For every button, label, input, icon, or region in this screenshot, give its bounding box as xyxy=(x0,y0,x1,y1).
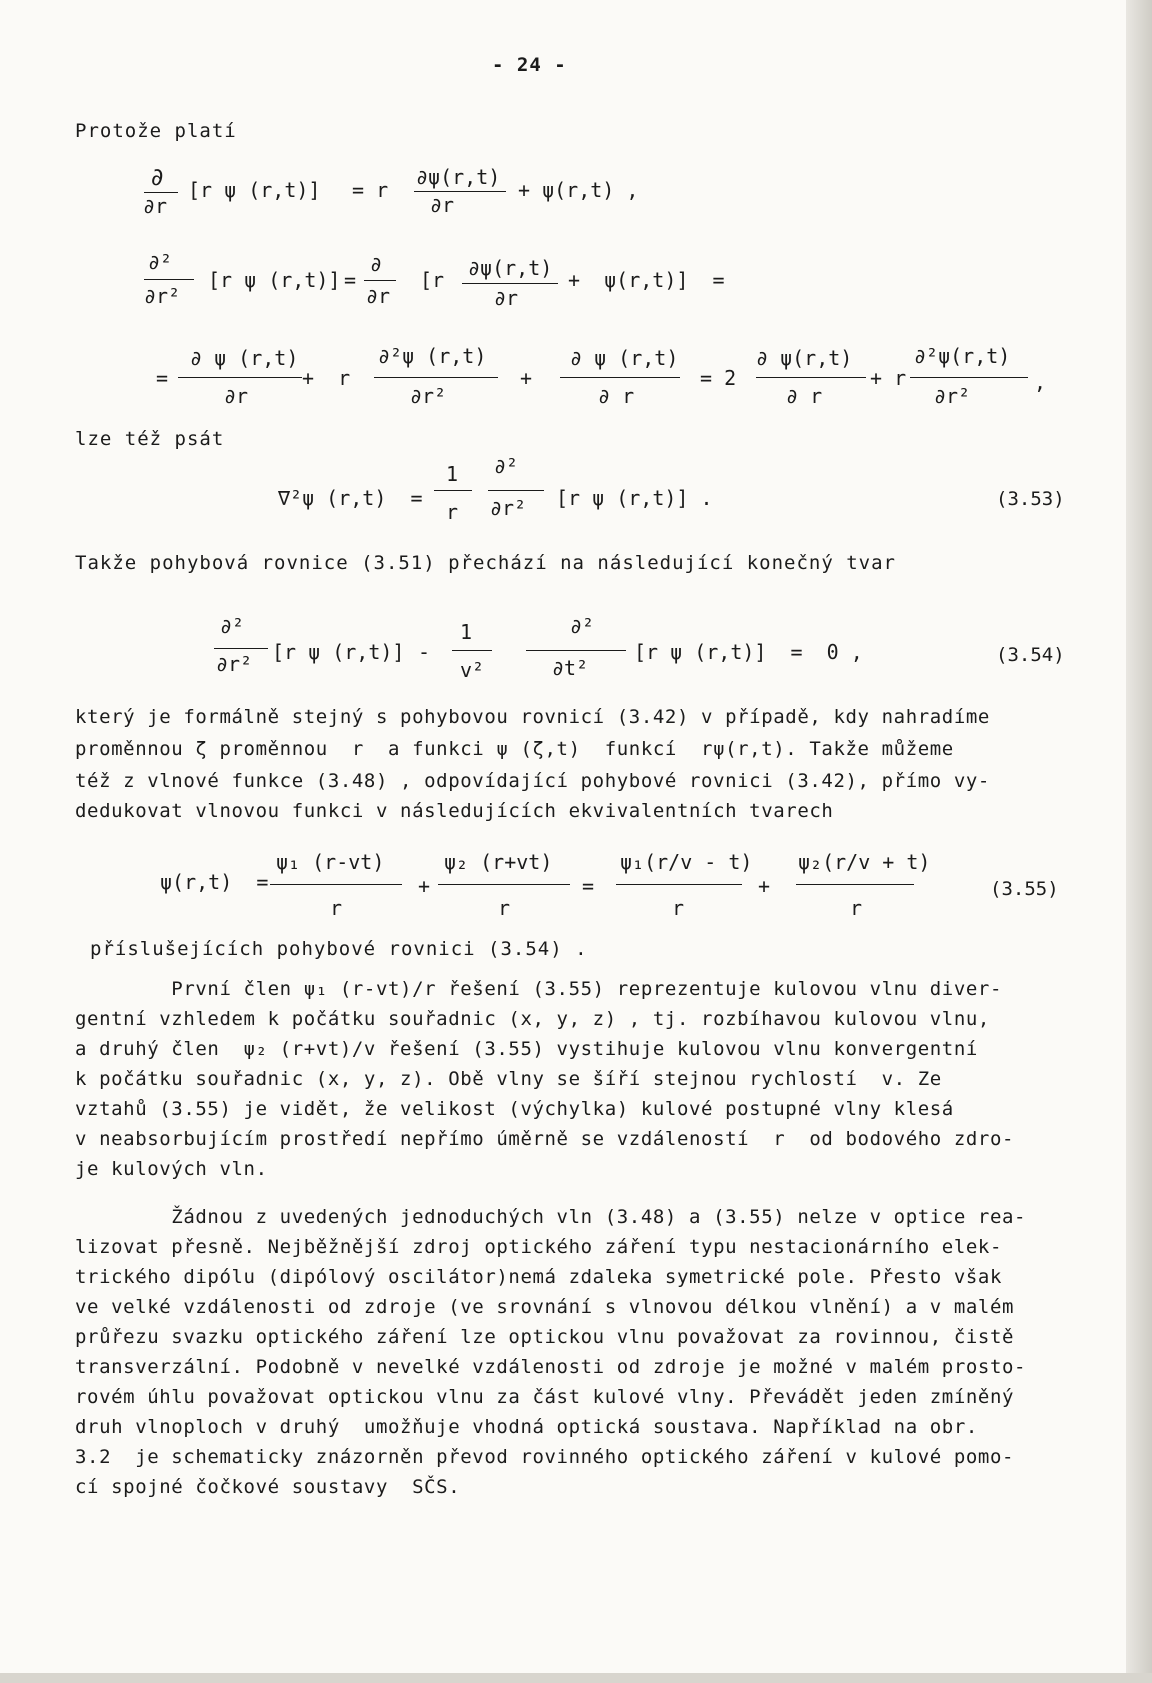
eq354-label: (3.54) xyxy=(996,644,1065,666)
eq3-f4-num: ∂ ψ(r,t) xyxy=(756,346,853,370)
eq355-bar-3 xyxy=(616,884,742,885)
text-line: První člen ψ₁ (r-vt)/r řešení (3.55) reprezentuje kulovou vlnu diver- xyxy=(75,978,1002,1000)
eq3-comma: , xyxy=(1034,370,1047,394)
eq355-d1: r xyxy=(330,896,343,920)
text-line: cí spojné čočkové soustavy SČS. xyxy=(75,1476,461,1498)
eq354-bracket-2: [r ψ (r,t)] = 0 , xyxy=(634,640,863,664)
eq2-lhs-den: ∂r² xyxy=(144,284,181,308)
eq353-bar-1 xyxy=(434,490,472,491)
eq3-plus-r: + r xyxy=(302,366,351,390)
eq355-bar-4 xyxy=(796,884,914,885)
eq3-equals: = xyxy=(156,366,169,390)
eq1-tail: + ψ(r,t) , xyxy=(518,178,639,202)
eq354-bar-2 xyxy=(452,650,492,651)
eq354-bar-3 xyxy=(526,650,626,651)
eq355-plus-1: + xyxy=(418,874,431,898)
eq2-d-num: ∂ xyxy=(370,252,383,276)
eq353-dr2: ∂r² xyxy=(490,496,527,520)
page-edge-right xyxy=(1126,0,1152,1683)
eq1-equals: = r xyxy=(352,178,389,202)
text-line: rovém úhlu považovat optickou vlnu za část kulové vlny. Převádět jeden zmíněný xyxy=(75,1386,1015,1408)
text-line: v neabsorbujícím prostředí nepřímo úměrně se vzdáleností r od bodového zdro- xyxy=(75,1128,1015,1150)
text-line: Žádnou z uvedených jednoduchých vln (3.48) a (3.55) nelze v optice rea- xyxy=(75,1206,1027,1228)
eq355-n2: ψ₂ (r+vt) xyxy=(444,850,553,874)
eq1-bar-2 xyxy=(414,191,506,192)
eq355-plus-2: + xyxy=(758,874,771,898)
eq355-d2: r xyxy=(498,896,511,920)
eq355-d3: r xyxy=(672,896,685,920)
eq1-partial: ∂ xyxy=(150,163,165,191)
eq3-f3-num: ∂ ψ (r,t) xyxy=(570,346,679,370)
eq2-bracket: [r ψ (r,t)] xyxy=(208,268,341,292)
prislus-text: příslušejících pohybové rovnici (3.54) . xyxy=(90,938,588,960)
eq2-in-num: ∂ψ(r,t) xyxy=(468,256,553,280)
eq355-n1: ψ₁ (r-vt) xyxy=(276,850,385,874)
eq2-equals: = xyxy=(344,268,357,292)
eq355-label: (3.55) xyxy=(990,878,1059,900)
eq354-d2: ∂² xyxy=(220,614,245,638)
eq3-equals-2: = 2 xyxy=(700,366,737,390)
eq355-equals: = xyxy=(582,874,595,898)
eq1-dr: ∂r xyxy=(143,194,168,218)
eq353-bracket: [r ψ (r,t)] . xyxy=(556,486,713,510)
text-line: dedukovat vlnovou funkci v následujících ekvivalentních tvarech xyxy=(75,800,834,822)
text-line: ve velké vzdálenosti od zdroje (ve srovnání s vlnovou délkou vlnění) a v malém xyxy=(75,1296,1015,1318)
eq354-minus: - xyxy=(418,640,431,664)
eq1-denominator: ∂r xyxy=(430,193,455,217)
takze-text: Takže pohybová rovnice (3.51) přechází na následující konečný tvar xyxy=(75,552,896,574)
eq354-one: 1 xyxy=(460,620,473,644)
eq3-bar-3 xyxy=(560,377,680,378)
text-line: průřezu svazku optického záření lze optickou vlnu považovat za rovinnou, čistě xyxy=(75,1326,1015,1348)
eq353-bar-2 xyxy=(488,490,544,491)
eq2-lhs-num: ∂² xyxy=(148,250,173,274)
text-line: vztahů (3.55) je vidět, že velikost (výchylka) kulové postupné vlny klesá xyxy=(75,1098,954,1120)
page-edge-bottom xyxy=(0,1673,1152,1683)
text-line: trického dipólu (dipólový oscilátor)nemá zdaleka symetrické pole. Přesto však xyxy=(75,1266,1002,1288)
eq1-bar-1 xyxy=(144,192,178,193)
text-line: který je formálně stejný s pohybovou rovnicí (3.42) v případě, kdy nahradíme xyxy=(75,706,990,728)
eq353-one: 1 xyxy=(446,462,459,486)
text-line: a druhý člen ψ₂ (r+vt)/v řešení (3.55) vystihuje kulovou vlnu konvergentní xyxy=(75,1038,978,1060)
eq3-f1-den: ∂r xyxy=(224,384,249,408)
text-line: 3.2 je schematicky znázorněn převod rovinného optického záření v kulové pomo- xyxy=(75,1446,1015,1468)
eq3-f5-den: ∂r² xyxy=(934,384,971,408)
eq2-d-den: ∂r xyxy=(366,284,391,308)
text-line: proměnnou ζ proměnnou r a funkci ψ (ζ,t) funkcí rψ(r,t). Takže můžeme xyxy=(75,738,954,760)
eq3-bar-4 xyxy=(756,377,866,378)
page-number: - 24 - xyxy=(492,54,567,76)
text-line: je kulových vln. xyxy=(75,1158,268,1180)
eq354-bracket-1: [r ψ (r,t)] xyxy=(272,640,405,664)
text-line: druh vlnoploch v druhý umožňuje vhodná optická soustava. Například na obr. xyxy=(75,1416,978,1438)
text-line: k počátku souřadnic (x, y, z). Obě vlny se šíří stejnou rychlostí v. Ze xyxy=(75,1068,942,1090)
eq3-plus-r2: + r xyxy=(870,366,907,390)
eq2-in-den: ∂r xyxy=(494,286,519,310)
eq354-dr2: ∂r² xyxy=(216,652,253,676)
lze-text: lze též psát xyxy=(75,428,225,450)
eq354-dt2-den: ∂t² xyxy=(552,656,589,680)
eq3-f1-num: ∂ ψ (r,t) xyxy=(190,346,299,370)
eq1-numerator: ∂ψ(r,t) xyxy=(416,165,501,189)
eq355-n3: ψ₁(r/v - t) xyxy=(620,850,753,874)
eq355-lhs: ψ(r,t) = xyxy=(160,870,269,894)
eq2-bar-3 xyxy=(462,283,558,284)
eq3-bar-2 xyxy=(374,377,498,378)
eq3-bar-5 xyxy=(910,377,1028,378)
text-line: lizovat přesně. Nejběžnější zdroj optického záření typu nestacionárního elek- xyxy=(75,1236,1002,1258)
eq3-plus: + xyxy=(520,366,533,390)
eq353-r: r xyxy=(446,500,459,524)
eq353-label: (3.53) xyxy=(996,488,1065,510)
text-line: transverzální. Podobně v nevelké vzdálenosti od zdroje je možné v malém prosto- xyxy=(75,1356,1027,1378)
eq355-bar-1 xyxy=(270,884,402,885)
eq353-d2: ∂² xyxy=(494,454,519,478)
eq3-f3-den: ∂ r xyxy=(598,384,635,408)
eq354-bar-1 xyxy=(214,648,268,649)
eq3-f4-den: ∂ r xyxy=(786,384,823,408)
eq355-n4: ψ₂(r/v + t) xyxy=(798,850,931,874)
text-line: gentní vzhledem k počátku souřadnic (x, y, z) , tj. rozbíhavou kulovou vlnu, xyxy=(75,1008,990,1030)
eq354-dt2-num: ∂² xyxy=(570,614,595,638)
text-line: též z vlnové funkce (3.48) , odpovídající pohybové rovnici (3.42), přímo vy- xyxy=(75,770,990,792)
eq2-open: [r xyxy=(420,268,445,292)
eq2-tail: + ψ(r,t)] = xyxy=(568,268,725,292)
eq2-bar-2 xyxy=(364,280,396,281)
eq353-lhs: ∇²ψ (r,t) = xyxy=(278,486,423,510)
eq3-f2-num: ∂²ψ (r,t) xyxy=(378,344,487,368)
eq1-bracket: [r ψ (r,t)] xyxy=(188,178,321,202)
eq2-bar-1 xyxy=(144,279,194,280)
eq3-bar-1 xyxy=(178,377,302,378)
eq3-f5-num: ∂²ψ(r,t) xyxy=(914,344,1011,368)
eq354-v2: v² xyxy=(460,658,485,682)
eq355-d4: r xyxy=(850,896,863,920)
eq3-f2-den: ∂r² xyxy=(410,384,447,408)
eq355-bar-2 xyxy=(438,884,570,885)
intro-text: Protože platí xyxy=(75,120,237,142)
